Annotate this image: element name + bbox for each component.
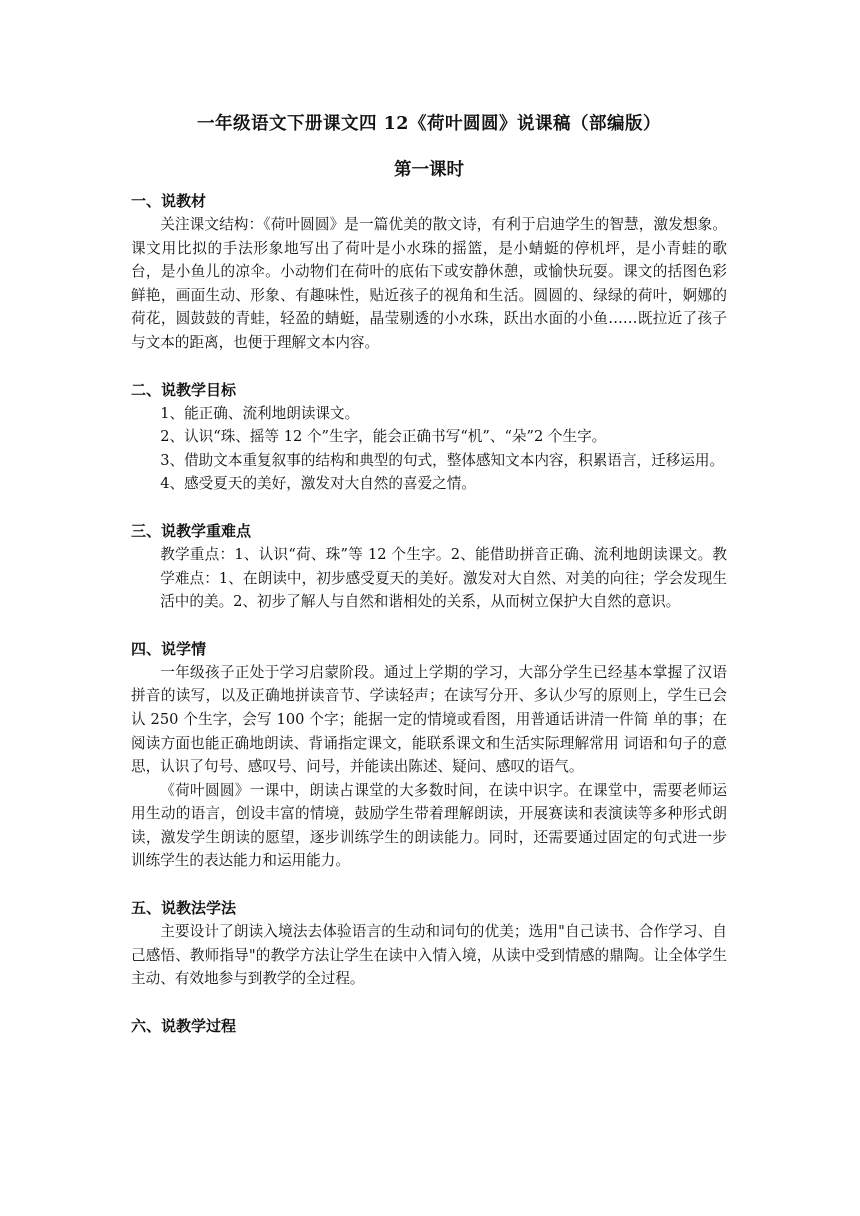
goal-item: 1、能正确、流利地朗读课文。 [160, 404, 360, 422]
section-heading: 一、说教材 [131, 192, 207, 210]
section-heading: 三、说教学重难点 [131, 521, 252, 540]
paragraph: 教学重点：1、认识“荷、珠”等 12 个生字。2、能借助拼音正确、流利地朗读课文。教学难点：1、在朗读中，初步感受夏天的美好。激发对大自然、对美的向往；学会发现生活中的美。2、初步了解人与自然和谐相处的关系，从而树立保护大自然的意识。 [160, 545, 727, 611]
section-heading: 二、说教学目标 [131, 380, 237, 399]
document-page [131, 112, 727, 1038]
paragraph: 一年级孩子正处于学习启蒙阶段。通过上学期的学习，大部分学生已经基本掌握了汉语拼音的读写，以及正确地拼读音节、学读轻声；在读写分开、多认少写的原则上，学生已会认 250 个生字，会写 100 个字；能据一定的情境或看图，用普通话讲清一件简 单的事；在阅读方面也能正确地朗读、背诵指定课文，能联系课文和生活实际理解常用 词语和句子的意思，认识了句号、感叹号、问号，并能读出陈述、疑问、感叹的语气。 [131, 663, 727, 776]
lesson-subtitle: 第一课时 [394, 160, 464, 180]
goal-item: 4、感受夏天的美好，激发对大自然的喜爱之情。 [160, 475, 476, 493]
section-methods [131, 897, 727, 991]
goal-item: 2、认识“珠、摇等 12 个”生字，能会正确书写“机”、“朵”2 个生字。 [160, 428, 607, 446]
section-heading: 六、说教学过程 [131, 1016, 237, 1035]
section-heading: 四、说学情 [131, 639, 207, 658]
paragraph: 主要设计了朗读入境法去体验语言的生动和词句的优美；选用"自己读书、合作学习、自己感悟、教师指导"的教学方法让学生在读中入情入境，从读中受到情感的鼎陶。让全体学生主动、有效地参与到教学的全过程。 [131, 923, 727, 988]
section-heading: 五、说教法学法 [131, 899, 237, 918]
paragraph: 《荷叶圆圆》一课中，朗读占课堂的大多数时间，在读中识字。在课堂中，需要老师运用生动的语言，创设丰富的情境，鼓励学生带着理解朗读，开展赛读和表演读等多种形式朗读，激发学生朗读的愿望，逐步训练学生的朗读能力。同时，还需要通过固定的句式进一步训练学生的表达能力和运用能力。 [131, 781, 727, 870]
document-title: 一年级语文下册课文四 12《荷叶圆圆》说课稿（部编版） [197, 114, 661, 134]
section-process [131, 1015, 727, 1038]
section-learners [131, 638, 727, 873]
goal-item: 3、借助文本重复叙事的结构和典型的句式，整体感知文本内容，积累语言，迁移运用。 [160, 451, 725, 469]
section-goals [131, 379, 727, 496]
paragraph: 关注课文结构：《荷叶圆圆》是一篇优美的散文诗，有利于启迪学生的智慧，激发想象。课文用比拟的手法形象地写出了荷叶是小水珠的摇篮，是小蜻蜓的停机坪，是小青蛙的歌台，是小鱼儿的凉伞。小动物们在荷叶的底佑下或安静休憩，或愉快玩耍。课文的括图色彩鲜艳，画面生动、形象、有趣味性，贴近孩子的视角和生活。圆圆的、绿绿的荷叶，婀娜的荷花，圆鼓鼓的青蛙，轻盈的蜻蜓，晶莹剔透的小水珠，跃出水面的小鱼……既拉近了孩子与文本的距离，也便于理解文本内容。 [131, 216, 727, 351]
section-key-points [131, 520, 727, 614]
section-textbook [131, 190, 727, 355]
